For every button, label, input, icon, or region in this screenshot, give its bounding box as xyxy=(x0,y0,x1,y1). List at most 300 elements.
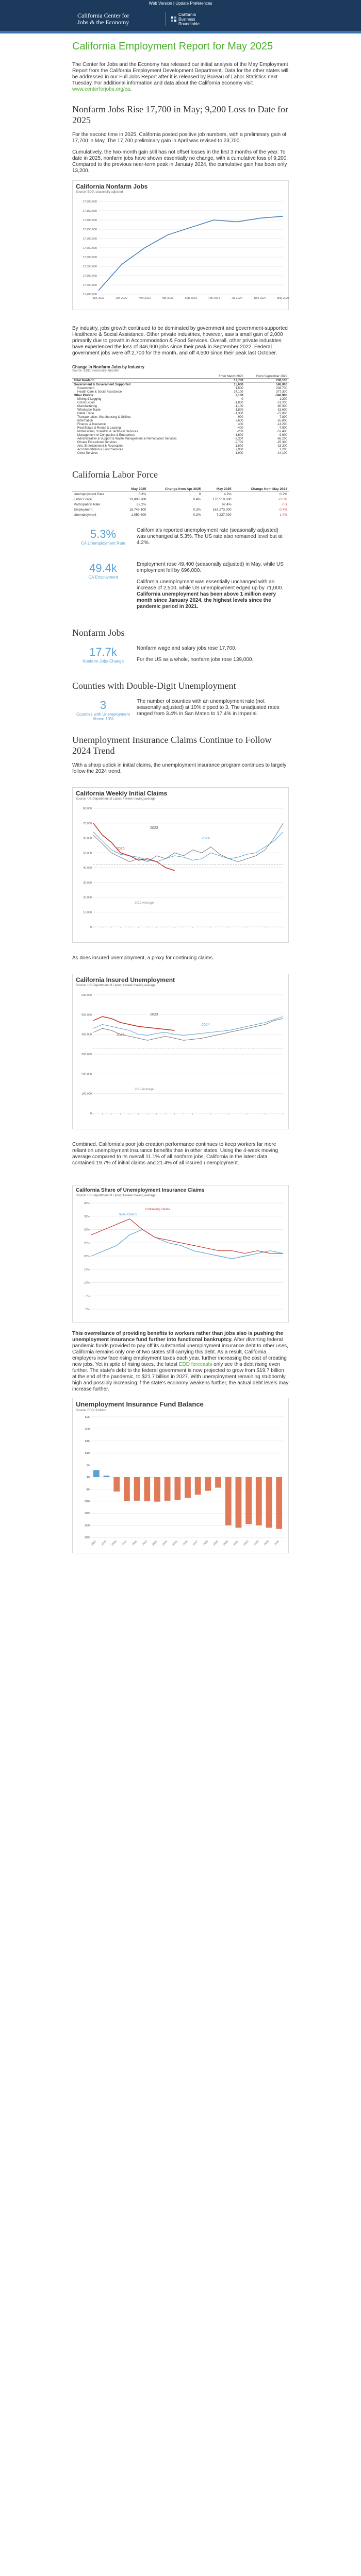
labor-table-row xyxy=(72,507,289,512)
industry-table-row xyxy=(72,440,289,444)
industry-cell: Government & Government Supported xyxy=(74,383,131,386)
industry-cell: Total Nonfarm xyxy=(72,379,209,383)
c2-y-tick-label: 80,000 xyxy=(83,807,92,810)
ui-fund-text-b: only see this debt rising even further. The state's debt to the federal government is now projected to grow from $19.7 billion at the end of the pandemic, to $21.7 billion in 2027. With unemployment remaining stubbornly high and possibly increasing if the state's economy weakens further, the actual debt levels may increase further. xyxy=(72,1362,289,1392)
c3-label-avg: 2019 Average xyxy=(135,1088,154,1091)
web-version-link[interactable]: Web Version xyxy=(149,1,172,6)
chart5-y-tick-label: $10 xyxy=(85,1452,90,1455)
c3-series-1 xyxy=(93,1016,283,1035)
chart2-plot xyxy=(73,788,289,942)
industry-cell: -1,100 xyxy=(234,404,243,408)
industry-table-row xyxy=(72,430,289,433)
chart1-series-line xyxy=(99,216,283,291)
chart4-y-tick-label: 25% xyxy=(84,1242,90,1245)
chart2-title: California Weekly Initial Claims xyxy=(76,790,168,797)
nonfarm-paragraph-2: Cumulatively, the two-month gain still has not offset losses in the first 3 months of the year. To date in 2025, nonfarm jobs have shown essentially no change, with a cumulative loss of 9,200. Compared to the previous near-term peak in January 2024, the cumulative gain has been only 13,200. xyxy=(72,149,288,174)
industry-cell: 400 xyxy=(238,422,243,426)
industry-table-header xyxy=(72,375,289,379)
labor-cell: 62.2% xyxy=(136,502,146,506)
labor-header-cell xyxy=(72,487,120,492)
c3-y-tick-label: 100,000 xyxy=(81,1092,92,1096)
industry-table-source: Source: EDD; seasonally adjusted xyxy=(72,369,120,372)
industry-cell: -1,200 xyxy=(278,397,287,401)
chart1-y-tick-label: 17,900,000 xyxy=(83,200,97,204)
c2-y-tick-label: 70,000 xyxy=(83,822,92,825)
industry-cell: -14,200 xyxy=(276,422,287,426)
chart1-y-tick-label: 17,550,000 xyxy=(83,265,97,268)
industry-cell: -15,600 xyxy=(276,408,287,412)
chart4-y-tick-label: 15% xyxy=(84,1268,90,1272)
industry-cell: 586,000 xyxy=(276,383,287,386)
industry-cell: -400 xyxy=(237,426,243,430)
chart5-bar xyxy=(256,1477,262,1526)
industry-cell: 1,200 xyxy=(279,448,287,451)
chart2-source: Source: US Department of Labor; 4-week moving average xyxy=(76,798,156,801)
chart5-bar xyxy=(165,1477,171,1501)
employment-text-2a: California unemployment was essentially unchanged with an increase of 2,500, while US unemployment edged up by 71,000. xyxy=(137,579,284,591)
chart5-source: Source: EDD; $ billion xyxy=(76,1409,106,1412)
cbrt-line3: Roundtable xyxy=(178,21,200,26)
labor-cell: -0.4% xyxy=(278,507,287,512)
chart5-title: Unemployment Insurance Fund Balance xyxy=(76,1400,204,1408)
chart5-y-tick-label: -$10 xyxy=(84,1500,90,1503)
chart5-y-tick-label: $20 xyxy=(85,1428,90,1431)
unemployment-stat xyxy=(72,528,289,551)
employment-change-label: CA Employment xyxy=(88,575,118,580)
chart1-plot xyxy=(73,181,289,310)
c3-y-tick-label: 400,000 xyxy=(81,1033,92,1037)
chart1-x-tick-label: Apr 2023 xyxy=(162,297,174,300)
chart5-x-tick-label: 2015 xyxy=(172,1540,178,1547)
chart5-bar xyxy=(113,1477,120,1492)
industry-cell: -27,000 xyxy=(276,412,287,415)
labor-header-cell: May 2025 xyxy=(202,487,233,492)
chart1-title: California Nonfarm Jobs xyxy=(76,183,148,190)
chart5-x-tick-label: 2018 xyxy=(202,1540,209,1547)
c3-y-tick-label: 600,000 xyxy=(81,994,92,997)
industry-cell: -18,200 xyxy=(276,444,287,448)
labor-cell: 19,808,900 xyxy=(129,497,146,501)
industry-cell: 2,100 xyxy=(235,394,243,397)
labor-table-row xyxy=(72,502,289,507)
chart5-bar xyxy=(144,1477,150,1501)
report-title: California Employment Report for May 2025 xyxy=(72,41,273,52)
chart4-legend-initial: Initial Claims xyxy=(119,1213,137,1216)
chart1-y-tick-label: 17,650,000 xyxy=(83,247,97,250)
chart5-bar xyxy=(104,1476,110,1477)
industry-cell: Other Private xyxy=(74,394,93,397)
c3-label-2025: 2025 xyxy=(117,1033,125,1037)
top-links-bar xyxy=(0,0,361,7)
unemployment-rate-value: 5.3% xyxy=(90,528,117,540)
chart5-x-tick-label: 2022 xyxy=(243,1540,250,1547)
intro-end: . xyxy=(130,87,132,92)
chart5-x-tick-label: 2011 xyxy=(132,1540,138,1547)
industry-cell: -346,900 xyxy=(275,394,287,397)
nonfarm-stat xyxy=(72,646,289,668)
nonfarm-text-1: Nonfarm wage and salary jobs rose 17,700. xyxy=(137,646,237,651)
nonfarm-heading: Nonfarm Jobs Rise 17,700 in May; 9,200 Loss to Date for 2025 xyxy=(72,104,288,125)
employment-text-2 xyxy=(137,579,289,610)
counties-heading: Counties with Double-Digit Unemployment xyxy=(72,681,236,691)
chart5-bar xyxy=(195,1477,201,1495)
labor-cell: Labor Force xyxy=(74,497,92,501)
chart5-bar xyxy=(154,1477,160,1502)
nonfarm-paragraph-1: For the second time in 2025, California posted positive job numbers, with a preliminary gain of 17,700 in May. The 17,700 preliminary gain in April was revised to 23,700. xyxy=(72,132,287,144)
industry-table-row xyxy=(72,412,289,415)
c3-label-2023: 2023 xyxy=(150,1013,158,1016)
chart5-x-tick-label: 2024 xyxy=(263,1540,270,1547)
industry-cell: Government xyxy=(77,386,95,390)
chart3-source: Source: US Department of Labor; 4-week moving average xyxy=(76,984,156,987)
chart5-x-tick-label: 2009 xyxy=(111,1540,118,1547)
email-header xyxy=(0,7,361,31)
chart5-bar xyxy=(215,1477,221,1488)
industry-table-row xyxy=(72,433,289,437)
industry-cell: 208,700 xyxy=(276,386,287,390)
counties-value: 3 xyxy=(100,699,107,711)
c2-y-tick-label: 10,000 xyxy=(83,911,92,914)
chart5-bar xyxy=(205,1477,211,1491)
update-preferences-link[interactable]: Update Preferences xyxy=(175,1,212,6)
cbrt-logo[interactable] xyxy=(171,12,200,26)
industry-table-row xyxy=(72,419,289,422)
chart5-bar xyxy=(225,1477,232,1526)
chart4-y-tick-label: 30% xyxy=(84,1228,90,1232)
industry-paragraph: By industry, jobs growth continued to be dominated by government and government-supported Healthcare & Social Assistance. Other private industries, however, saw a small gain of 2,000 primarily due to growth in Accommodation & Food Services. Overall, other private industries have experienced the loss of 346,900 jobs since their peak in September 2022. Federal government jobs were off 2,700 for the month, and off 4,500 since their peak last October. xyxy=(72,326,288,356)
c3-series-2 xyxy=(93,1016,175,1030)
chart5-bar xyxy=(245,1477,252,1524)
chart4-plot xyxy=(73,1185,289,1322)
chart5-x-tick-label: 2016 xyxy=(182,1540,189,1547)
ui-claims-heading: Unemployment Insurance Claims Continue to Follow 2024 Trend xyxy=(72,735,272,756)
labor-header-cell: Change from Apr 2025 xyxy=(147,487,202,492)
industry-cell: -200 xyxy=(237,430,243,433)
industry-cell: Manufacturing xyxy=(77,404,97,408)
chart5-x-tick-label: 2021 xyxy=(233,1540,239,1547)
labor-table-row xyxy=(72,512,289,517)
chart4-y-tick-label: 35% xyxy=(84,1215,90,1218)
industry-cell: Professional, Scientific & Technical Services xyxy=(77,430,138,433)
chart5-x-tick-label: 2008 xyxy=(101,1540,107,1547)
industry-table-title: Change in Nonfarm Jobs by Industry xyxy=(72,365,145,369)
chart5-bar xyxy=(174,1477,180,1500)
labor-cell: Participation Rate xyxy=(74,502,101,506)
labor-cell: -0.1 xyxy=(281,502,287,506)
industry-cell: -25,300 xyxy=(276,440,287,444)
industry-cell: Mining & Logging xyxy=(77,397,102,401)
industry-cell: Private Educational Services xyxy=(77,440,117,444)
cbrt-line2: Business xyxy=(178,16,195,22)
chart1-y-tick-label: 17,600,000 xyxy=(83,256,97,259)
employment-text-1: Employment rose 49,400 (seasonally adjusted) in May, while US employment fell by 696,000. xyxy=(137,562,284,573)
chart1-y-tick-label: 17,450,000 xyxy=(83,284,97,287)
labor-cell: 4.2% xyxy=(223,492,232,496)
chart3-title: California Insured Unemployment xyxy=(76,976,175,984)
chart1-y-tick-label: 17,400,000 xyxy=(83,293,97,296)
chart1-y-tick-label: 17,500,000 xyxy=(83,275,97,278)
industry-table-row xyxy=(72,394,289,397)
c3-y-tick-label: 500,000 xyxy=(81,1013,92,1017)
nonfarm-change-label: Nonfarm Jobs Change xyxy=(82,659,124,664)
industry-table-row xyxy=(72,422,289,426)
ui-fund-text-a: After diverting federal pandemic funds provided to pay off its substantial unemployment insurance debt to other uses, California remains only one of two states still carrying this debt. As a result, California employers now face rising employment taxes each year, further increasing the cost of creating new jobs. Yet in spite of rising taxes, the latest xyxy=(72,1337,288,1367)
ui-claims-paragraph-3: Combined, California's poor job creation performance continues to keep workers far more reliant on unemployment insurance benefits than in other states. Using the 4-week moving average compared to its overall 11.1% of all nonfarm jobs, California in the latest data contained 19.7% of initial claims and 21.4% of all insured unemployment. xyxy=(72,1142,278,1166)
industry-table-row xyxy=(72,437,289,440)
cbrt-line1: California xyxy=(178,12,196,17)
chart5-y-tick-label: $25 xyxy=(85,1416,90,1419)
chart5-y-tick-label: -$15 xyxy=(84,1512,90,1516)
chart1-x-tick-label: Jan 2022 xyxy=(92,297,105,300)
industry-table-row xyxy=(72,390,289,394)
labor-cell: 163,273,000 xyxy=(212,507,232,512)
labor-cell: 1,059,800 xyxy=(131,513,146,517)
industry-cell: Arts, Entertainment & Recreation xyxy=(77,444,123,448)
industry-cell: 14,100 xyxy=(234,390,243,394)
chart5-x-tick-label: 2013 xyxy=(152,1540,158,1547)
nonfarm-change-value: 17.7k xyxy=(89,646,117,658)
chart3-plot xyxy=(73,974,289,1129)
labor-header-cell: Change from May 2024 xyxy=(233,487,289,492)
industry-table-row xyxy=(72,404,289,408)
nonfarm-jobs-heading: Nonfarm Jobs xyxy=(72,628,125,638)
unemployment-rate-text: California's reported unemployment rate (seasonally adjusted) was unchanged at 5.3%. The US rate also remained level but at 4.2%. xyxy=(137,528,283,546)
industry-cell: Health Care & Social Assistance xyxy=(77,390,122,394)
industry-cell: 1,500 xyxy=(235,386,243,390)
industry-cell: -2,700 xyxy=(234,440,243,444)
c3-y-tick-label: 200,000 xyxy=(81,1073,92,1076)
labor-table-header xyxy=(72,487,289,492)
claims-share-chart xyxy=(72,1185,289,1323)
c2-label-avg: 2019 Average xyxy=(135,902,154,905)
industry-table-row xyxy=(72,444,289,448)
c2-series-0 xyxy=(93,823,283,862)
chart4-y-tick-label: 20% xyxy=(84,1255,90,1258)
center-logo[interactable] xyxy=(77,12,160,26)
chart5-bar xyxy=(266,1477,272,1528)
chart1-x-tick-label: Feb 2024 xyxy=(208,297,220,300)
industry-cell: -7,800 xyxy=(278,415,287,419)
intro-text: The Center for Jobs and the Economy has released our initial analysis of the May Employment Report from the California Employment Development Department. Data for the other states will be addressed in our Full Jobs Report after it is released by Bureau of Labor Statistics next Tuesday. For additional information and data about the California economy visit xyxy=(72,62,289,86)
industry-table-row xyxy=(72,426,289,430)
intro-paragraph xyxy=(72,62,289,93)
c2-y-tick-label: 30,000 xyxy=(83,881,92,885)
chart4-title: California Share of Unemployment Insurance Claims xyxy=(76,1188,205,1193)
industry-table-row xyxy=(72,397,289,401)
chart4-legend-continuing: Continuing Claims xyxy=(145,1208,170,1211)
industry-table-row xyxy=(72,415,289,419)
industry-table-row xyxy=(72,451,289,455)
industry-cell: 15,600 xyxy=(234,383,243,386)
chart5-x-tick-label: 2014 xyxy=(161,1540,169,1547)
c2-label-2023: 2023 xyxy=(150,826,158,830)
labor-cell: Unemployment Rate xyxy=(74,492,105,496)
chart5-y-tick-label: $5 xyxy=(86,1464,90,1467)
industry-cell: Administrative & Support & Waste Management & Remediation Services xyxy=(77,437,177,440)
industry-cell: 2,600 xyxy=(235,419,243,422)
nonfarm-text-2: For the US as a whole, nonfarm jobs rose 139,000. xyxy=(137,657,254,663)
c2-y-tick-label: 60,000 xyxy=(83,837,92,840)
chart4-y-tick-label: 0% xyxy=(86,1308,90,1311)
chart5-bar xyxy=(134,1477,140,1501)
employment-stat xyxy=(72,562,289,615)
labor-cell: -0.6% xyxy=(278,497,287,501)
industry-cell: -52,400 xyxy=(276,430,287,433)
industry-table-row xyxy=(72,386,289,390)
chart1-y-tick-label: 17,750,000 xyxy=(83,228,97,231)
labor-force-heading: California Labor Force xyxy=(72,469,158,480)
labor-cell: 0 xyxy=(199,492,201,496)
industry-cell: -1,300 xyxy=(234,412,243,415)
brand-line1: California Center for xyxy=(77,12,129,19)
industry-cell: -9,600 xyxy=(278,433,287,437)
insured-unemployment-chart xyxy=(72,974,289,1129)
employment-text-2b: California unemployment has been above 1 million every month since January 2024, the highest levels since the pandemic period in 2021. xyxy=(137,591,276,609)
ui-claims-paragraph-2: As does insured unemployment, a proxy for continuing claims. xyxy=(72,955,215,961)
unemployment-rate-label: CA Unemployment Rate xyxy=(81,541,125,546)
chart1-x-tick-label: Jun 2022 xyxy=(116,297,128,300)
chart1-source: Source: EDD; seasonally adjusted xyxy=(76,191,123,194)
c2-y-tick-label: 50,000 xyxy=(83,852,92,855)
c2-y-tick-label: 0 xyxy=(90,926,92,929)
labor-header-cell: May 2025 xyxy=(120,487,147,492)
chart1-y-tick-label: 17,700,000 xyxy=(83,238,97,241)
industry-cell: -1,800 xyxy=(234,444,243,448)
edd-forecasts-link[interactable]: EDD forecasts xyxy=(178,1362,212,1367)
labor-table-row xyxy=(72,492,289,497)
industry-cell: Finance & Insurance xyxy=(77,422,106,426)
industry-cell: -1,900 xyxy=(234,451,243,455)
labor-cell: 170,510,000 xyxy=(212,497,232,501)
industry-header-cell xyxy=(72,375,209,379)
chart4-y-tick-label: 10% xyxy=(84,1281,90,1285)
industry-cell: 1,800 xyxy=(235,408,243,412)
ui-fund-bold: This overreliance of providing benefits to workers rather than jobs also is pushing the unemployment insurance fund further into functional bankruptcy. xyxy=(72,1331,283,1343)
c3-y-tick-label: 300,000 xyxy=(81,1053,92,1056)
industry-cell: -1,800 xyxy=(234,401,243,404)
chart5-bar xyxy=(236,1477,242,1528)
industry-cell: Other Services xyxy=(77,451,98,455)
ui-claims-paragraph-1: With a sharp uptick in initial claims, the unemployment insurance program continues to largely follow the 2024 trend. xyxy=(72,762,287,774)
labor-cell: 18,749,100 xyxy=(129,507,146,512)
chart5-x-tick-label: 2019 xyxy=(212,1540,219,1547)
chart5-y-tick-label: -$20 xyxy=(84,1524,90,1528)
c3-label-2024: 2024 xyxy=(202,1023,210,1027)
industry-header-cell: From March 2025 xyxy=(209,375,245,379)
industry-cell: Construction xyxy=(77,401,95,404)
counties-text: The number of counties with an unemployment rate (not seasonally adjusted) at 10% dipped to 3. The unadjusted rates ranged from 3.4% in San Mateo to 17.4% in Imperial. xyxy=(137,699,280,717)
chart5-y-tick-label: $0 xyxy=(86,1476,90,1479)
labor-cell: 1.0% xyxy=(280,513,287,517)
industry-cell: -14,100 xyxy=(276,451,287,455)
industry-cell: Transportation, Warehousing & Utilities xyxy=(77,415,131,419)
industry-table-row xyxy=(72,448,289,451)
chart5-x-tick-label: 2023 xyxy=(253,1540,260,1547)
nonfarm-jobs-chart xyxy=(72,180,289,310)
labor-cell xyxy=(147,502,202,507)
chart5-bar xyxy=(276,1477,282,1529)
chart5-x-tick-label: 2025 xyxy=(273,1540,280,1547)
chart5-x-tick-label: 2007 xyxy=(91,1540,97,1547)
chart1-x-tick-label: Nov 2022 xyxy=(138,297,151,300)
cbrt-mark-icon xyxy=(171,16,176,22)
chart1-x-tick-label: Dec 2024 xyxy=(254,297,267,300)
chart1-y-tick-label: 17,800,000 xyxy=(83,219,97,222)
counties-label: Counties with Unemployment Above 10% xyxy=(76,712,130,721)
c2-label-2024: 2024 xyxy=(202,837,210,840)
c3-y-tick-label: 0 xyxy=(90,1112,92,1115)
employment-change-value: 49.4k xyxy=(89,562,117,574)
chart5-bar xyxy=(124,1477,130,1501)
chart4-source: Source: US Department of Labor; 4-week moving average xyxy=(76,1194,156,1197)
center-website-link[interactable]: www.centerforjobs.org/ca xyxy=(72,87,130,92)
labor-cell: 0.4% xyxy=(193,497,201,501)
c2-y-tick-label: 20,000 xyxy=(83,896,92,900)
industry-table-row xyxy=(72,383,289,387)
chart5-bar xyxy=(185,1477,191,1498)
labor-cell: 5.3% xyxy=(138,492,146,496)
labor-cell: Employment xyxy=(74,507,93,512)
industry-cell: -2,300 xyxy=(234,437,243,440)
industry-table-row xyxy=(72,408,289,412)
labor-cell: 0.2% xyxy=(280,492,287,496)
labor-cell: 0.2% xyxy=(193,513,201,517)
industry-cell: -7,800 xyxy=(278,426,287,430)
industry-cell: 238,100 xyxy=(245,379,289,383)
industry-cell: 1,600 xyxy=(235,433,243,437)
c2-y-tick-label: 40,000 xyxy=(83,867,92,870)
chart5-y-tick-label: $15 xyxy=(85,1439,90,1443)
c2-label-2025: 2025 xyxy=(117,847,125,851)
industry-cell: -66,200 xyxy=(276,437,287,440)
labor-cell: 0.3% xyxy=(193,507,201,512)
chart1-x-tick-label: Jul 2024 xyxy=(232,297,242,300)
labor-force-table xyxy=(72,487,289,517)
labor-cell: Unemployment xyxy=(74,513,96,517)
chart5-plot xyxy=(73,1398,289,1553)
counties-stat xyxy=(72,699,289,722)
initial-claims-chart xyxy=(72,787,289,943)
chart1-y-tick-label: 17,850,000 xyxy=(83,210,97,213)
industry-cell: Retail Trade xyxy=(77,412,94,415)
labor-cell: 7,237,000 xyxy=(216,513,232,517)
industry-cell: -60,300 xyxy=(276,404,287,408)
industry-cell: Management of Companies & Enterprises xyxy=(77,433,135,437)
industry-header-cell: From September 2022 xyxy=(245,375,289,379)
chart4-y-tick-label: 5% xyxy=(86,1295,90,1298)
industry-table xyxy=(72,375,289,455)
industry-cell: 900 xyxy=(238,415,243,419)
chart5-x-tick-label: 2020 xyxy=(223,1540,229,1547)
industry-cell: Wholesale Trade xyxy=(77,408,101,412)
email-body xyxy=(0,33,361,1553)
topbar-separator: | xyxy=(173,1,175,6)
industry-table-block xyxy=(72,365,289,455)
chart5-y-tick-label: -$25 xyxy=(84,1536,90,1539)
ui-fund-paragraph xyxy=(72,1331,289,1393)
labor-cell: 62.4% xyxy=(222,502,232,506)
industry-table-row xyxy=(72,379,289,383)
ui-fund-balance-chart xyxy=(72,1398,289,1553)
industry-cell: Information xyxy=(77,419,93,422)
chart4-y-tick-label: 40% xyxy=(84,1202,90,1205)
industry-cell: 7,900 xyxy=(235,448,243,451)
chart5-y-tick-label: -$5 xyxy=(86,1488,90,1492)
chart1-x-tick-label: Sep 2023 xyxy=(185,297,197,300)
chart1-x-tick-label: May 2025 xyxy=(276,297,289,300)
industry-table-row xyxy=(72,401,289,404)
brand-line2: Jobs & the Economy xyxy=(77,19,129,26)
